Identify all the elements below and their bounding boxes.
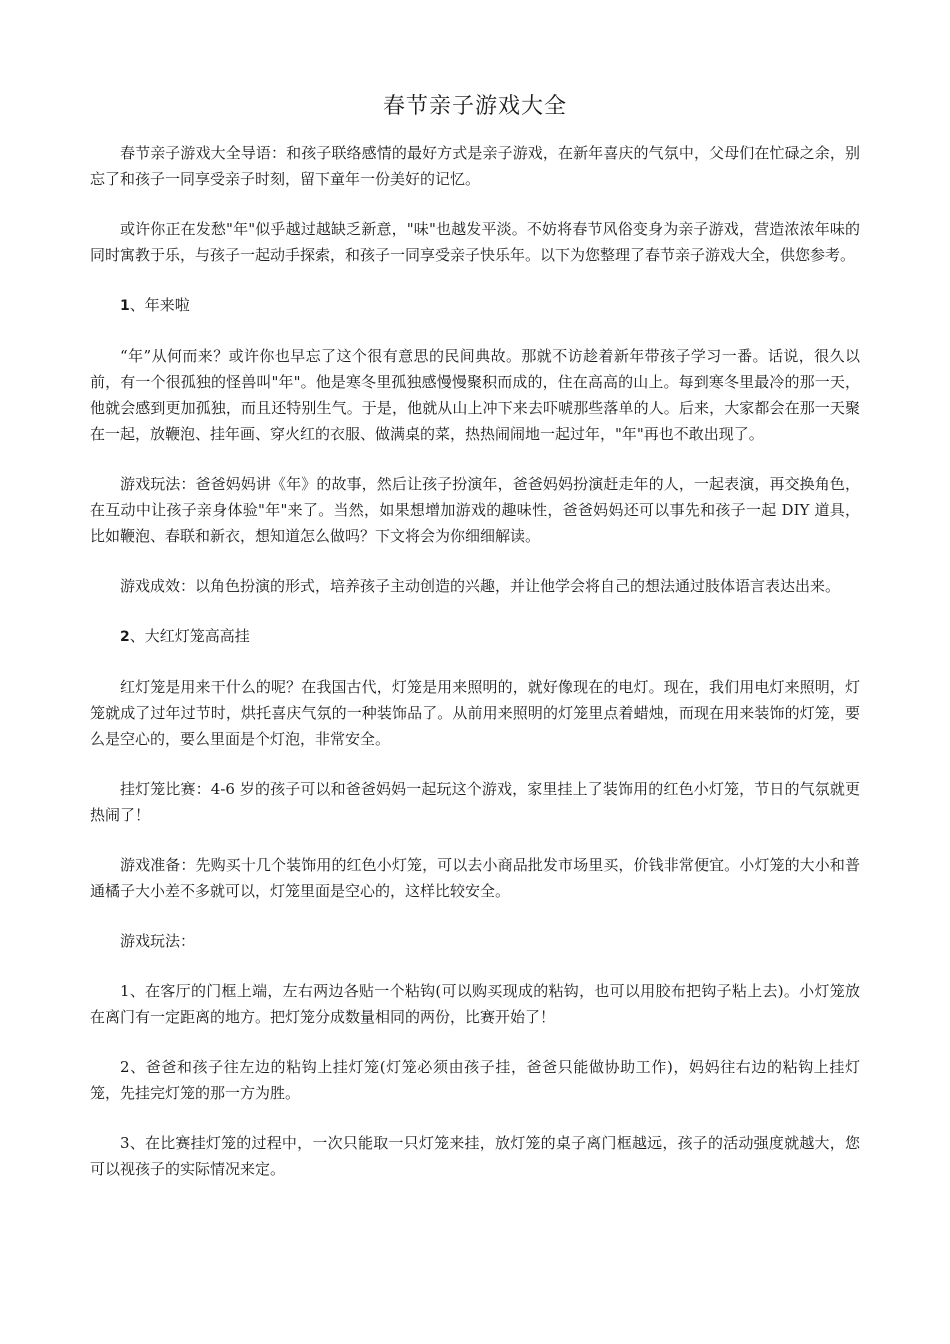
- section-number: 1: [120, 298, 130, 314]
- section-title: 、大红灯笼高高挂: [129, 627, 250, 645]
- body-paragraph: 游戏成效：以角色扮演的形式，培养孩子主动创造的兴趣，并让他学会将自己的想法通过肢体语言表达出来。: [120, 577, 841, 595]
- body-paragraph: 游戏准备：先购买十几个装饰用的红色小灯笼，可以去小商品批发市场里买，价钱非常便宜。小灯笼的大小和普通橘子大小差不多就可以，灯笼里面是空心的，这样比较安全。: [90, 856, 860, 900]
- body-paragraph: 游戏玩法：爸爸妈妈讲《年》的故事，然后让孩子扮演年，爸爸妈妈扮演赶走年的人，一起表演，再交换角色，在互动中让孩子亲身体验"年"来了。当然，如果想增加游戏的趣味性，爸爸妈妈还可以事先和孩子一起 DIY 道具，比如鞭泡、春联和新衣，想知道怎么做吗？下文将会为你细细解读。: [90, 475, 860, 545]
- body-paragraph: 挂灯笼比赛：4-6 岁的孩子可以和爸爸妈妈一起玩这个游戏，家里挂上了装饰用的红色小灯笼，节日的气氛就更热闹了！: [90, 780, 860, 824]
- body-paragraph: 游戏玩法：: [120, 932, 196, 950]
- section-number: 2: [120, 629, 130, 645]
- body-paragraph: “年”从何而来？或许你也早忘了这个很有意思的民间典故。那就不访趁着新年带孩子学习一番。话说，很久以前，有一个很孤独的怪兽叫"年"。他是寒冬里孤独感慢慢聚积而成的，住在高高的山上。每到寒冬里最冷的那一天，他就会感到更加孤独，而且还特别生气。于是，他就从山上冲下来去吓唬那些落单的人。后来，大家都会在那一天聚在一起，放鞭泡、挂年画、穿火红的衣服、做满桌的菜，热热闹闹地一起过年，"年"再也不敢出现了。: [90, 347, 860, 443]
- body-paragraph: 3、在比赛挂灯笼的过程中，一次只能取一只灯笼来挂，放灯笼的桌子离门框越远，孩子的活动强度就越大，您可以视孩子的实际情况来定。: [90, 1134, 860, 1178]
- section-heading-2: [90, 623, 860, 650]
- body-paragraph: 1、在客厅的门框上端，左右两边各贴一个粘钩(可以购买现成的粘钩，也可以用胶布把钩子粘上去)。小灯笼放在离门有一定距离的地方。把灯笼分成数量相同的两份，比赛开始了！: [90, 982, 860, 1026]
- intro-paragraph: 或许你正在发愁"年"似乎越过越缺乏新意，"味"也越发平淡。不妨将春节风俗变身为亲子游戏，营造浓浓年味的同时寓教于乐，与孩子一起动手探索，和孩子一同享受亲子快乐年。以下为您整理了春节亲子游戏大全，供您参考。: [90, 220, 860, 264]
- intro-paragraph: 春节亲子游戏大全导语：和孩子联络感情的最好方式是亲子游戏，在新年喜庆的气氛中，父母们在忙碌之余，别忘了和孩子一同享受亲子时刻，留下童年一份美好的记忆。: [90, 144, 860, 188]
- document-body: [90, 140, 860, 1206]
- section-heading-1: [90, 292, 860, 319]
- body-paragraph: 2、爸爸和孩子往左边的粘钩上挂灯笼(灯笼必须由孩子挂，爸爸只能做协助工作)，妈妈往右边的粘钩上挂灯笼，先挂完灯笼的那一方为胜。: [90, 1058, 860, 1102]
- body-paragraph: 红灯笼是用来干什么的呢？在我国古代，灯笼是用来照明的，就好像现在的电灯。现在，我们用电灯来照明，灯笼就成了过年过节时，烘托喜庆气氛的一种装饰品了。从前用来照明的灯笼里点着蜡烛，而现在用来装饰的灯笼，要么是空心的，要么里面是个灯泡，非常安全。: [90, 678, 860, 748]
- document-title: 春节亲子游戏大全: [382, 94, 567, 119]
- section-title: 、年来啦: [129, 296, 190, 314]
